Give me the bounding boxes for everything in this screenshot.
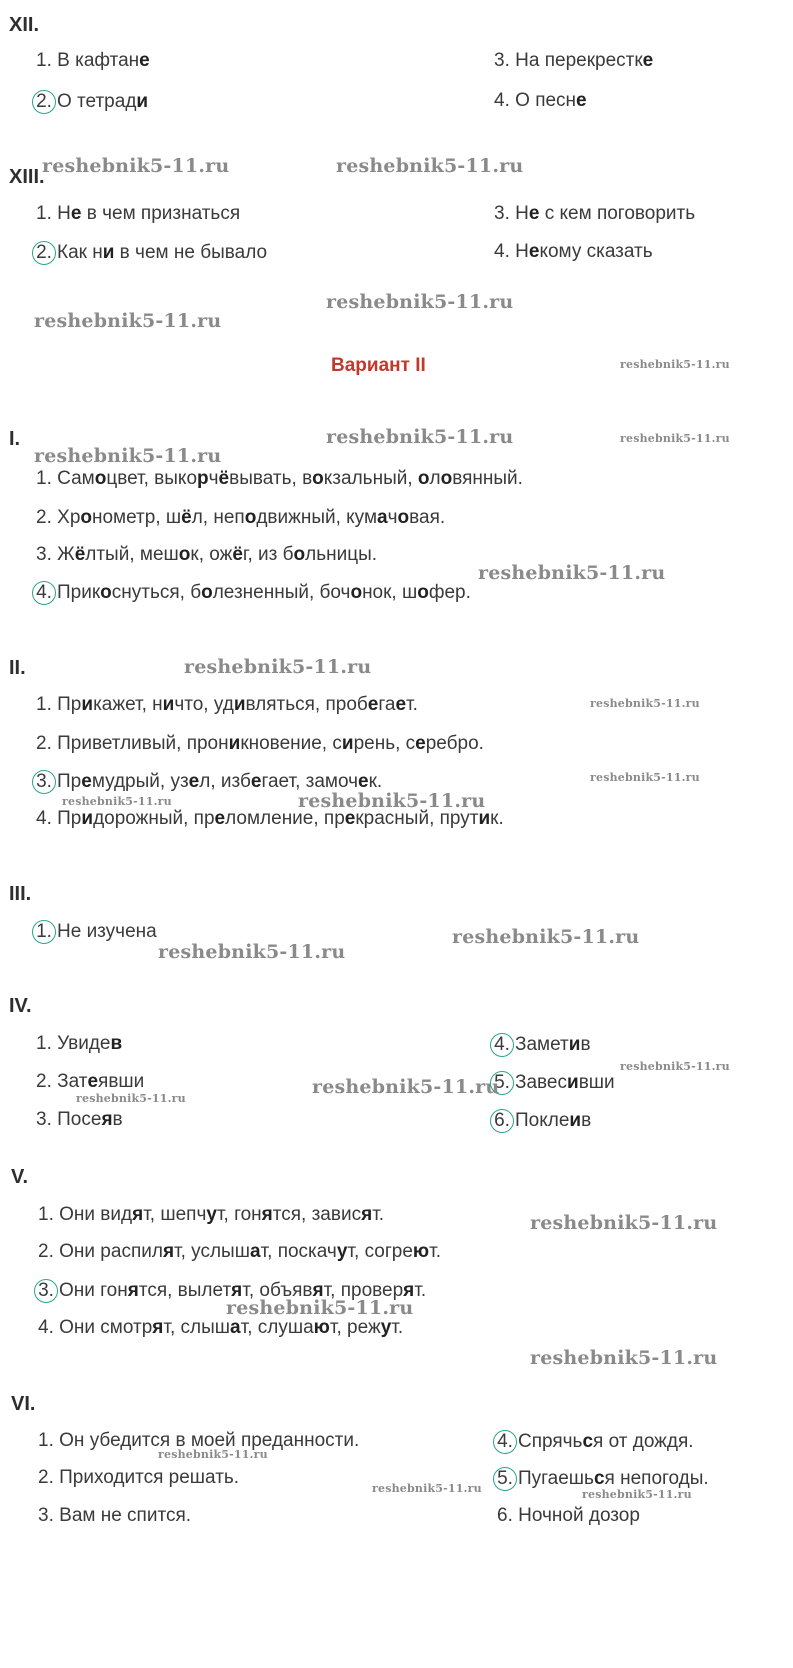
circled-answer-number: 6. [490,1109,514,1133]
answer-number: 4. [494,241,510,262]
answer-iv-6 [494,1109,591,1133]
answer-i-3 [36,544,377,566]
answer-number: 1. [36,468,52,489]
answer-text: Не изучена [57,921,157,942]
section-heading-ii: II. [9,657,26,679]
answer-text: Не в чем признаться [57,203,241,224]
answer-ii-2 [36,733,484,755]
circled-answer-number: 4. [32,581,56,605]
answer-iii-1 [36,920,157,944]
section-heading-i: I. [9,428,21,450]
watermark: reshebnik5-11.ru [184,656,372,678]
variant-title: Вариант II [331,355,426,376]
answer-number: 2. [36,507,52,528]
answer-iv-2 [36,1071,144,1093]
section-heading-iv: IV. [9,995,32,1017]
answer-v-4 [38,1317,403,1339]
answer-text: Посеяв [57,1109,123,1130]
answer-iv-5 [494,1071,615,1095]
answer-text: Приходится решать. [59,1467,240,1488]
watermark: reshebnik5-11.ru [312,1076,500,1098]
watermark: reshebnik5-11.ru [372,1482,482,1495]
answer-number: 3. [36,544,52,565]
watermark: reshebnik5-11.ru [452,926,640,948]
watermark: reshebnik5-11.ru [530,1212,718,1234]
watermark: reshebnik5-11.ru [620,358,730,371]
answer-xiii-2 [36,241,267,265]
answer-text: Хронометр, шёл, неподвижный, кумачовая. [57,507,446,528]
answer-i-4 [36,581,471,605]
answer-number: 4. [38,1317,54,1338]
answer-number: 2. [36,1071,52,1092]
answer-text: Приветливый, проникновение, сирень, серебро. [57,733,484,754]
watermark: reshebnik5-11.ru [34,310,222,332]
watermark: reshebnik5-11.ru [582,1488,692,1501]
answer-text: В кафтане [57,50,150,71]
answer-text: Увидев [57,1033,123,1054]
answer-text: На перекрестке [515,50,654,71]
answer-text: Они гонятся, вылетят, объявят, проверят. [59,1280,427,1301]
answer-iv-4 [494,1033,591,1057]
circled-answer-number: 4. [490,1033,514,1057]
answer-xii-1 [36,50,150,72]
answer-text: Жёлтый, мешок, ожёг, из больницы. [57,544,378,565]
answer-number: 3. [494,50,510,71]
answer-text: Прикажет, ничто, удивляться, пробегает. [57,694,418,715]
watermark: reshebnik5-11.ru [76,1092,186,1105]
circled-answer-number: 1. [32,920,56,944]
watermark: reshebnik5-11.ru [158,941,346,963]
answer-xiii-4 [494,241,653,263]
answer-text: Премудрый, узел, избегает, замочек. [57,771,383,792]
section-heading-vi: VI. [11,1393,36,1415]
answer-xii-3 [494,50,653,72]
answer-text: Они распилят, услышат, поскачут, согреют. [59,1241,442,1262]
answer-text: Затеявши [57,1071,145,1092]
section-heading-iii: III. [9,883,32,905]
answer-text: Самоцвет, выкорчёвывать, вокзальный, оловянный. [57,468,523,489]
answer-text: Поклеив [515,1110,592,1131]
watermark: reshebnik5-11.ru [590,771,700,784]
answer-i-1 [36,468,523,490]
watermark: reshebnik5-11.ru [336,155,524,177]
answer-number: 2. [38,1241,54,1262]
answer-vi-3 [38,1505,191,1527]
watermark: reshebnik5-11.ru [226,1297,414,1319]
answer-i-2 [36,507,445,529]
answer-number: 4. [494,90,510,111]
answer-vi-2 [38,1467,239,1489]
answer-text: О тетради [57,91,149,112]
circled-answer-number: 2. [32,241,56,265]
answer-text: Они смотрят, слышат, слушают, режут. [59,1317,404,1338]
answer-text: Некому сказать [515,241,653,262]
answer-number: 1. [36,1033,52,1054]
answer-number: 1. [36,694,52,715]
answer-v-1 [38,1204,384,1226]
answer-text: Заметив [515,1034,591,1055]
answer-iv-3 [36,1109,123,1131]
answer-text: Прикоснуться, болезненный, бочонок, шофер. [57,582,471,603]
answer-number: 6. [497,1505,513,1526]
circled-answer-number: 5. [490,1071,514,1095]
answer-number: 1. [38,1204,54,1225]
answer-text: Ночной дозор [518,1505,640,1526]
answer-number: 3. [38,1505,54,1526]
watermark: reshebnik5-11.ru [34,445,222,467]
section-heading-xii: XII. [9,14,40,36]
answer-number: 4. [36,808,52,829]
answer-text: Он убедится в моей преданности. [59,1430,360,1451]
answer-text: Не с кем поговорить [515,203,696,224]
answer-text: Вам не спится. [59,1505,192,1526]
answer-number: 1. [36,203,52,224]
answer-text: Как ни в чем не бывало [57,242,268,263]
section-heading-xiii: XIII. [9,166,45,188]
answer-text: Пугаешься непогоды. [518,1468,709,1489]
answer-number: 3. [494,203,510,224]
answer-text: Придорожный, преломление, прекрасный, прутик. [57,808,504,829]
answer-v-2 [38,1241,441,1263]
watermark: reshebnik5-11.ru [158,1448,268,1461]
answer-number: 1. [38,1430,54,1451]
watermark: reshebnik5-11.ru [590,697,700,710]
watermark: reshebnik5-11.ru [42,155,230,177]
section-heading-v: V. [11,1166,29,1188]
answer-number: 1. [36,50,52,71]
answer-text: Завесивши [515,1072,615,1093]
answer-number: 2. [36,733,52,754]
answer-vi-4 [497,1430,694,1454]
circled-answer-number: 4. [493,1430,517,1454]
circled-answer-number: 2. [32,90,56,114]
watermark: reshebnik5-11.ru [478,562,666,584]
answer-xii-2 [36,90,148,114]
answer-xiii-3 [494,203,695,225]
answer-text: Они видят, шепчут, гонятся, зависят. [59,1204,385,1225]
watermark: reshebnik5-11.ru [326,291,514,313]
answer-vi-6 [497,1505,640,1527]
answer-xiii-1 [36,203,240,225]
watermark: reshebnik5-11.ru [620,432,730,445]
circled-answer-number: 3. [34,1279,58,1303]
answer-iv-1 [36,1033,122,1055]
watermark: reshebnik5-11.ru [326,426,514,448]
answer-text: О песне [515,90,587,111]
watermark: reshebnik5-11.ru [620,1060,730,1073]
circled-answer-number: 5. [493,1467,517,1491]
answer-xii-4 [494,90,587,112]
watermark: reshebnik5-11.ru [530,1347,718,1369]
answer-number: 3. [36,1109,52,1130]
answer-text: Спрячься от дождя. [518,1431,694,1452]
circled-answer-number: 3. [32,770,56,794]
watermark: reshebnik5-11.ru [62,795,172,808]
answer-number: 2. [38,1467,54,1488]
answer-ii-1 [36,694,418,716]
watermark: reshebnik5-11.ru [298,790,486,812]
